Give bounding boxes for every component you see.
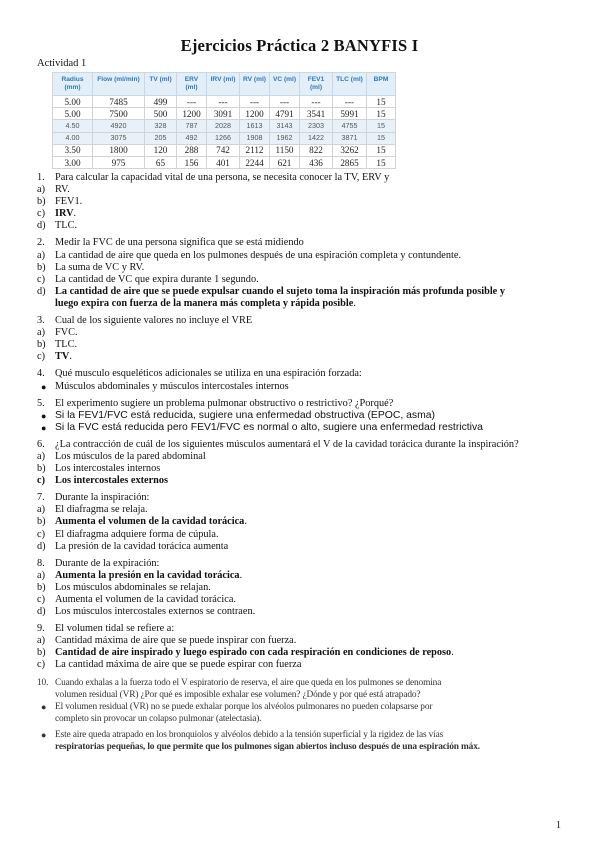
option-label: c): [37, 659, 45, 671]
answer-text-continued: respiratorias pequeñas, lo que permite que los pulmones sigan abiertos incluso después de una espiración máx.: [55, 742, 480, 753]
table-cell: 1200: [240, 108, 270, 120]
option-label: c): [37, 273, 45, 285]
answer-text: El volumen residual (VR) no se puede exhalar porque los alvéolos pulmonares no pueden colapsarse por: [55, 702, 433, 713]
table-cell: ---: [240, 96, 270, 108]
option-text: TLC.: [55, 220, 78, 232]
answer-text: Este aire queda atrapado en los bronquiolos y alvéolos debido a la tensión superficial y la rigidez de las vías: [55, 729, 444, 740]
table-cell: ---: [270, 96, 300, 108]
table-cell: 4.00: [53, 132, 93, 144]
option-text: Aumenta el volumen de la cavidad torácica: [55, 516, 245, 528]
table-cell: 156: [177, 156, 207, 168]
option-b: [37, 339, 567, 351]
table-cell: 436: [300, 156, 333, 168]
option-text: Aumenta la presión en la cavidad torácica: [55, 569, 240, 581]
option-b: [37, 262, 567, 274]
table-row: [53, 156, 396, 168]
bullet-icon: ●: [41, 422, 47, 433]
question-number: 10.: [37, 677, 49, 688]
option-text: RV.: [55, 184, 70, 196]
question-text: Qué musculo esqueléticos adicionales se utiliza en una espiración forzada:: [55, 368, 362, 380]
answer-text: Si la FEV1/FVC está reducida, sugiere una enfermedad obstructiva (EPOC, asma): [55, 409, 436, 421]
table-cell: 787: [177, 120, 207, 132]
question-text: ¿La contracción de cuál de los siguientes músculos aumentará el V de la cavidad torácica durante la inspiración?: [55, 438, 519, 450]
table-header: TLC (ml): [333, 73, 367, 96]
table-cell: 2028: [207, 120, 240, 132]
option-text: La cantidad máxima de aire que se puede espirar con fuerza: [55, 659, 302, 671]
table-header: IRV (ml): [207, 73, 240, 96]
option-label: c): [37, 351, 45, 363]
bullet-icon: ●: [41, 410, 47, 421]
table-cell: ---: [300, 96, 333, 108]
table-cell: 3091: [207, 108, 240, 120]
table-header: Radius (mm): [53, 73, 93, 96]
table-cell: 5991: [333, 108, 367, 120]
option-text: Cantidad máxima de aire que se puede inspirar con fuerza.: [55, 635, 297, 647]
option-text: La suma de VC y RV.: [55, 261, 145, 273]
bullet-icon: ●: [41, 702, 47, 713]
option-label: c): [37, 594, 45, 605]
table-cell: 1800: [93, 144, 145, 156]
table-header: ERV (ml): [177, 73, 207, 96]
option-d: [37, 541, 567, 553]
table-cell: 15: [367, 132, 396, 144]
question-text: Durante de la expiración:: [55, 557, 160, 569]
option-label: b): [37, 339, 46, 351]
table-cell: 15: [367, 144, 396, 156]
option-c: [37, 529, 567, 541]
table-cell: 1908: [240, 132, 270, 144]
table-cell: 499: [145, 96, 177, 108]
option-text: Los músculos intercostales externos se contraen.: [55, 606, 256, 618]
question-2: [37, 237, 567, 249]
option-a: [37, 184, 567, 196]
table-cell: 65: [145, 156, 177, 168]
option-b-answer: b) Aumenta el volumen de la cavidad torácica.: [37, 516, 247, 528]
table-cell: 3.50: [53, 144, 93, 156]
answer-bullet: [37, 381, 567, 393]
option-text: El diafragma se relaja.: [55, 504, 148, 516]
option-text: TLC.: [55, 339, 78, 351]
table-cell: ---: [177, 96, 207, 108]
option-label: a): [37, 635, 45, 647]
option-text: Los músculos abdominales se relajan.: [55, 581, 211, 593]
question-number: 7.: [37, 492, 45, 504]
table-header: FEV1 (ml): [300, 73, 333, 96]
table-row: [53, 132, 396, 144]
question-8: [37, 558, 567, 570]
answer-bullet: [37, 729, 567, 754]
table-cell: 1266: [207, 132, 240, 144]
option-label: b): [37, 463, 46, 475]
question-4: [37, 368, 567, 380]
table-header: BPM: [367, 73, 396, 96]
option-text: La cantidad de aire que queda en los pulmones después de una espiración completa y contundente.: [55, 249, 462, 261]
option-label: b): [37, 261, 46, 273]
table-header: RV (ml): [240, 73, 270, 96]
option-label: d): [37, 606, 46, 618]
bullet-icon: ●: [41, 381, 47, 392]
question-text: El volumen tidal se refiere a:: [55, 623, 175, 635]
question-9: [37, 623, 567, 635]
activity-label: Actividad 1: [37, 58, 87, 69]
question-7: [37, 492, 567, 504]
table-cell: 1962: [270, 132, 300, 144]
question-number: 6.: [37, 438, 45, 450]
table-cell: 621: [270, 156, 300, 168]
question-number: 4.: [37, 368, 45, 380]
table-cell: 7500: [93, 108, 145, 120]
option-c: [37, 594, 567, 606]
option-label: a): [37, 184, 45, 196]
option-a: [37, 504, 567, 516]
option-c-answer: [37, 475, 567, 487]
table-row: [53, 96, 396, 108]
page-number: 1: [556, 820, 561, 831]
table-row: [53, 144, 396, 156]
question-text: Durante la inspiración:: [55, 492, 150, 504]
option-label: a): [37, 569, 45, 581]
table-cell: 822: [300, 144, 333, 156]
table-cell: 1422: [300, 132, 333, 144]
table-cell: 3075: [93, 132, 145, 144]
table-cell: 2244: [240, 156, 270, 168]
option-a: [37, 250, 567, 262]
question-text: Cuando exhalas a la fuerza todo el V espiratorio de reserva, el aire que queda en los pulmones se denomina: [55, 677, 442, 688]
option-text: Los intercostales internos: [55, 463, 161, 475]
table-cell: 15: [367, 156, 396, 168]
answer-text-continued: completo sin provocar un colapso pulmonar (atelectasia).: [55, 714, 262, 725]
option-d: [37, 220, 567, 232]
table-cell: 3143: [270, 120, 300, 132]
option-label: a): [37, 327, 45, 339]
table-cell: 15: [367, 108, 396, 120]
question-number: 3.: [37, 315, 45, 327]
option-text: El diafragma adquiere forma de cúpula.: [55, 528, 219, 540]
table-cell: 1613: [240, 120, 270, 132]
answer-bullet: [37, 422, 567, 434]
option-text-continued: luego expira con fuerza de la manera más completa y rápida posible: [55, 297, 354, 309]
table-cell: 1150: [270, 144, 300, 156]
table-cell: 120: [145, 144, 177, 156]
question-5: [37, 398, 567, 410]
table-cell: 1200: [177, 108, 207, 120]
question-text: Medir la FVC de una persona significa que se está midiendo: [55, 237, 304, 249]
table-row: [53, 108, 396, 120]
table-cell: ---: [207, 96, 240, 108]
table-cell: 2865: [333, 156, 367, 168]
table-cell: ---: [333, 96, 367, 108]
table-cell: 7485: [93, 96, 145, 108]
option-label: c): [37, 208, 45, 220]
table-header-row: [53, 73, 396, 96]
table-cell: 205: [145, 132, 177, 144]
option-text: La presión de la cavidad torácica aumenta: [55, 540, 229, 552]
option-label: a): [37, 249, 45, 261]
option-label: d): [37, 285, 46, 297]
answer-bullet: [37, 701, 567, 726]
answer-text: Músculos abdominales y músculos intercostales internos: [55, 380, 289, 392]
spirometry-table: [52, 72, 396, 169]
option-b: [37, 463, 567, 475]
option-text: Aumenta el volumen de la cavidad torácica.: [55, 594, 236, 605]
table-cell: 3541: [300, 108, 333, 120]
question-6: [37, 439, 567, 451]
table-cell: 15: [367, 96, 396, 108]
option-label: b): [37, 516, 46, 528]
option-label: b): [37, 196, 46, 208]
table-cell: 4920: [93, 120, 145, 132]
question-number: 1.: [37, 172, 45, 183]
option-text: IRV: [55, 208, 74, 220]
option-text: FVC.: [55, 327, 78, 339]
table-header: Flow (ml/min): [93, 73, 145, 96]
table-cell: 2303: [300, 120, 333, 132]
bullet-icon: ●: [41, 729, 47, 740]
option-label: c): [37, 528, 45, 540]
question-1: [37, 172, 567, 184]
question-text: Para calcular la capacidad vital de una persona, se necesita conocer la TV, ERV y: [55, 172, 390, 183]
table-cell: 3262: [333, 144, 367, 156]
option-a: [37, 451, 567, 463]
option-b: [37, 582, 567, 594]
table-cell: 288: [177, 144, 207, 156]
option-label: c): [37, 475, 45, 487]
option-a: [37, 327, 567, 339]
answer-bullet: [37, 410, 567, 422]
table-header: TV (ml): [145, 73, 177, 96]
option-a: [37, 635, 567, 647]
option-c: [37, 274, 567, 286]
page-title: Ejercicios Práctica 2 BANYFIS I: [180, 36, 419, 55]
option-c-answer: c) TV.: [37, 351, 72, 363]
question-text: Cual de los siguiente valores no incluye el VRE: [55, 315, 253, 327]
table-cell: 5.00: [53, 96, 93, 108]
option-label: d): [37, 220, 46, 232]
option-c-answer: c) IRV.: [37, 208, 77, 220]
question-3: [37, 315, 567, 327]
table-header: VC (ml): [270, 73, 300, 96]
option-label: a): [37, 450, 45, 462]
question-number: 8.: [37, 557, 45, 569]
question-text: El experimento sugiere un problema pulmonar obstructivo o restrictivo? ¿Porqué?: [55, 397, 394, 409]
option-text: Cantidad de aire inspirado y luego espirado con cada respiración en condiciones de reposo: [55, 647, 452, 659]
option-text: Los intercostales externos: [55, 475, 169, 487]
option-label: d): [37, 540, 46, 552]
option-a-answer: a) Aumenta la presión en la cavidad torácica.: [37, 569, 243, 581]
question-list: [37, 172, 567, 753]
option-label: b): [37, 581, 46, 593]
option-text: TV: [55, 351, 70, 363]
table-cell: 15: [367, 120, 396, 132]
question-number: 5.: [37, 397, 45, 409]
table-cell: 500: [145, 108, 177, 120]
option-c: [37, 659, 567, 671]
table-row: [53, 120, 396, 132]
table-cell: 4755: [333, 120, 367, 132]
question-10: [37, 677, 567, 702]
option-text: La cantidad de aire que se puede expulsar cuando el sujeto toma la inspiración más profunda posible y: [55, 285, 505, 297]
table-cell: 3.00: [53, 156, 93, 168]
question-number: 9.: [37, 623, 45, 635]
option-text: Los músculos de la pared abdominal: [55, 450, 206, 462]
option-text: FEV1.: [55, 196, 83, 208]
answer-text: Si la FVC está reducida pero FEV1/FVC es normal o alto, sugiere una enfermedad restrictiva: [55, 421, 483, 433]
table-cell: 2112: [240, 144, 270, 156]
table-cell: 4791: [270, 108, 300, 120]
table-cell: 492: [177, 132, 207, 144]
question-text-continued: volumen residual (VR) ¿Por qué es imposible exhalar ese volumen? ¿Dónde y por qué está atrapado?: [55, 689, 421, 700]
option-text: La cantidad de VC que expira durante 1 segundo.: [55, 273, 259, 285]
question-number: 2.: [37, 237, 45, 249]
table-cell: 742: [207, 144, 240, 156]
table-cell: 4.50: [53, 120, 93, 132]
table-cell: 975: [93, 156, 145, 168]
table-cell: 5.00: [53, 108, 93, 120]
option-d: [37, 606, 567, 618]
option-b-answer: b) Cantidad de aire inspirado y luego espirado con cada respiración en condiciones de reposo.: [37, 647, 454, 659]
table-cell: 328: [145, 120, 177, 132]
option-label: b): [37, 647, 46, 659]
table-cell: 3871: [333, 132, 367, 144]
option-label: a): [37, 504, 45, 516]
table-cell: 401: [207, 156, 240, 168]
option-b: [37, 196, 567, 208]
option-d-answer: d) La cantidad de aire que se puede expulsar cuando el sujeto toma la inspiración más profunda posible y luego expira con fuerza de la manera más completa y rápida posible.: [37, 285, 505, 309]
